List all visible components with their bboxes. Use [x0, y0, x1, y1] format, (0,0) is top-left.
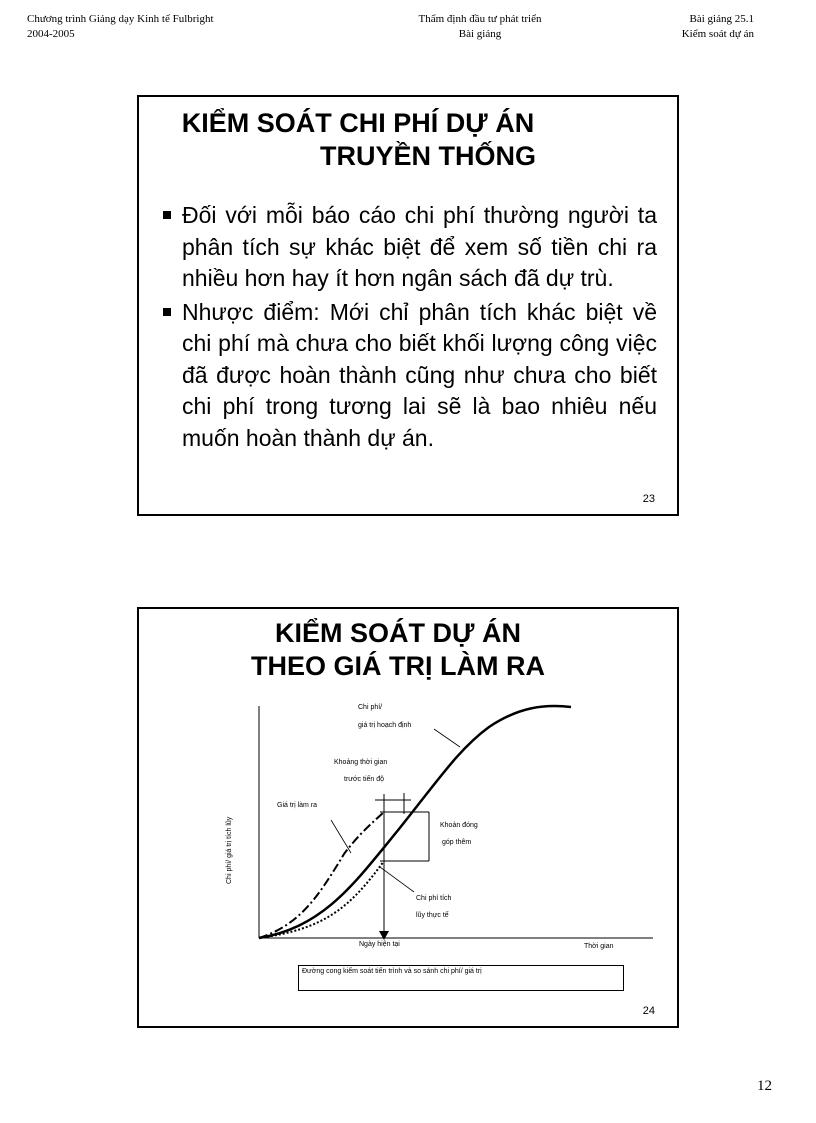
slide-23 [137, 95, 679, 516]
header-lecture: Bài giảng 25.1 [689, 13, 754, 25]
header-center [380, 12, 580, 42]
label-schedule-2: trước tiến độ [344, 776, 385, 783]
x-axis-label: Thời gian [584, 943, 614, 950]
label-extra-2: góp thêm [442, 839, 472, 846]
bullet-text: Đối với mỗi báo cáo chi phí thường người ta phân tích sự khác biệt để xem số tiền chi ra nhiều hơn hay ít hơn ngân sách đã dự trù. [182, 202, 657, 291]
label-today: Ngày hiện tại [359, 941, 400, 948]
planned-value-curve [259, 706, 571, 938]
bullet-list [161, 200, 657, 456]
figure-caption: Đường cong kiểm soát tiến trình và so sánh chi phí/ giá trị [298, 965, 624, 991]
slide-title-line2: THEO GIÁ TRỊ LÀM RA [251, 651, 545, 681]
today-arrow-icon [379, 931, 389, 940]
slide-title-line1: KIỂM SOÁT DỰ ÁN [275, 618, 521, 648]
slide-number: 23 [642, 493, 655, 505]
earned-value-curve [259, 812, 384, 938]
label-planned-2: giá trị hoạch định [358, 722, 412, 729]
slide-title-line1: KIỂM SOÁT CHI PHÍ DỰ ÁN [181, 108, 535, 138]
label-extra-1: Khoản đóng [440, 822, 478, 829]
page-number: 12 [757, 1078, 772, 1094]
header-program: Chương trình Giảng dạy Kinh tế Fulbright [27, 13, 214, 25]
header-left [27, 12, 214, 42]
actual-pointer [380, 867, 414, 892]
slide-title [139, 107, 677, 173]
earned-value-diagram [139, 609, 677, 1026]
slide-title-line2: TRUYỀN THỐNG [320, 141, 536, 171]
label-planned-1: Chi phí/ [358, 704, 383, 711]
bullet-square-icon [163, 308, 171, 316]
bullet-item [161, 297, 657, 455]
label-schedule-1: Khoảng thời gian [334, 759, 388, 766]
slide-number: 24 [642, 1005, 655, 1017]
label-actual-2: lũy thực tế [416, 912, 449, 919]
label-actual-1: Chi phí tích [416, 895, 452, 902]
header-course: Thẩm định đầu tư phát triển [418, 13, 542, 25]
header-year: 2004-2005 [27, 28, 75, 40]
label-earned: Giá trị làm ra [277, 802, 318, 809]
bullet-item [161, 200, 657, 295]
y-axis-label: Chi phí/ giá trị tích lũy [226, 816, 233, 884]
header-type: Bài giảng [458, 28, 502, 40]
bullet-text: Nhược điểm: Mới chỉ phân tích khác biệt về chi phí mà chưa cho biết khối lượng công việc đã được hoàn thành cũng như chưa cho biết chi phí trong tương lai sẽ là bao nhiêu nếu muốn hoàn thành dự án. [182, 298, 657, 451]
header-right [682, 12, 754, 42]
planned-pointer [434, 729, 460, 747]
actual-cost-curve [259, 861, 384, 938]
earned-pointer [331, 820, 351, 853]
header-topic: Kiểm soát dự án [681, 28, 754, 40]
bullet-square-icon [163, 211, 171, 219]
slide-24 [137, 607, 679, 1028]
